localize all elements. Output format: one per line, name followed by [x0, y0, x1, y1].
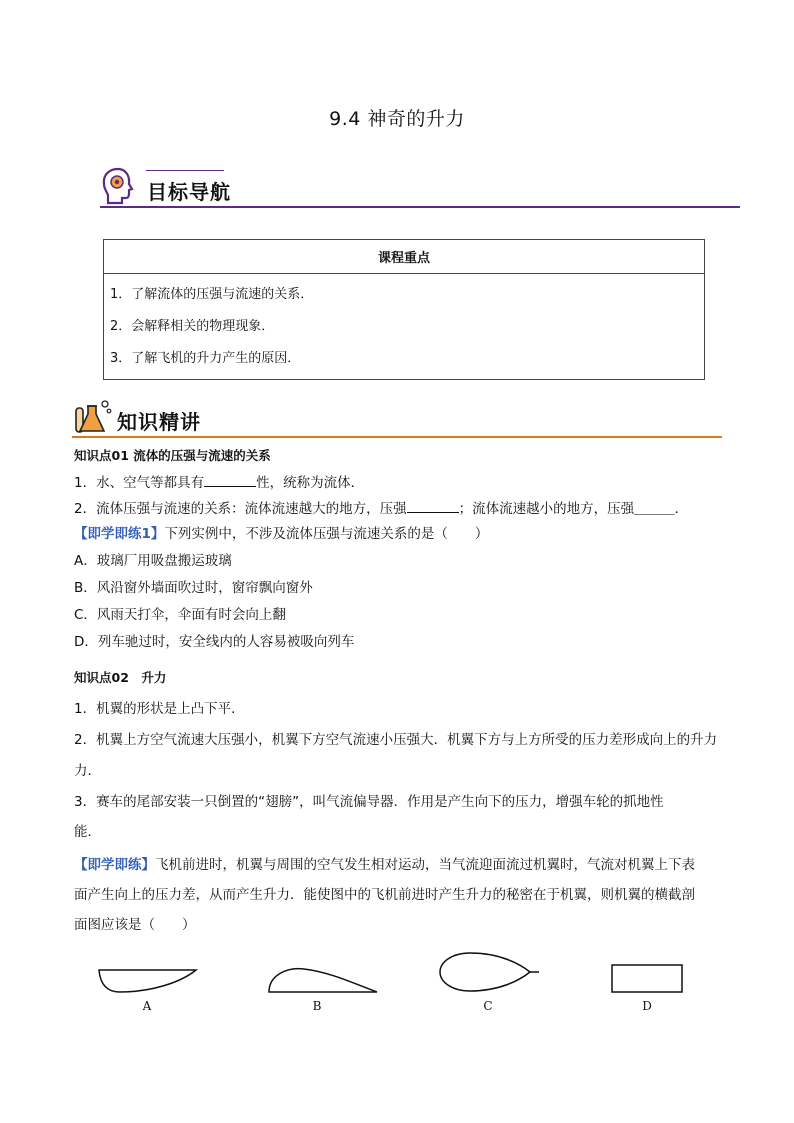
brain-head-icon [100, 166, 136, 206]
figure-label-d: D [642, 999, 652, 1013]
exercise-question: 下列实例中，不涉及流体压强与流速关系的是（ ） [164, 526, 489, 542]
wing-shape-d [612, 965, 682, 992]
figure-label-c: C [483, 999, 493, 1013]
kp1-line2-text-c: ＿＿＿． [634, 501, 689, 517]
flask-icon [72, 398, 112, 436]
kp2-point2: 2．机翼上方空气流速大压强小，机翼下方空气流速小压强大．机翼下方与上方所受的压力差形成向上的升力 [74, 732, 718, 748]
kp2-heading: 知识点02 升力 [74, 670, 167, 685]
goal-item: 2．会解释相关的物理现象． [110, 319, 275, 334]
kp1-heading: 知识点01 流体的压强与流速的关系 [74, 448, 271, 463]
kp2-point3: 3．赛车的尾部安装一只倒置的“翅膀”，叫气流偏导器．作用是产生向下的压力，增强车轮的抓地性 [74, 794, 664, 810]
goals-list [104, 274, 705, 380]
exercise-question-line2: 面产生向上的压力差，从而产生升力．能使图中的飞机前进时产生升力的秘密在于机翼，则机翼的横截剖 [74, 887, 695, 903]
wing-figures [90, 950, 700, 1000]
exercise-question-line3: 面图应该是（ ） [74, 917, 196, 933]
option-a: A．玻璃厂用吸盘搬运玻璃 [74, 553, 232, 569]
wing-shape-b [269, 969, 377, 992]
kp1-line2-text-b: ；流体流速越小的地方，压强 [458, 501, 635, 517]
section-header-rule [100, 206, 740, 208]
kp2-exercise [74, 856, 695, 874]
kp1-line2-text-a: 2．流体压强与流速的关系：流体流速越大的地方，压强 [74, 501, 407, 517]
goals-table-header: 课程重点 [104, 240, 705, 274]
kp1-line1-text-b: 性，统称为流体． [256, 475, 365, 491]
section-header-knowledge [72, 396, 722, 440]
goal-item: 3．了解飞机的升力产生的原因． [110, 351, 301, 366]
fill-blank [407, 498, 459, 513]
option-b: B．风沿窗外墙面吹过时，窗帘飘向窗外 [74, 580, 313, 596]
goals-table [103, 239, 705, 380]
section-header-rule-short [146, 170, 224, 171]
option-d: D．列车驰过时，安全线内的人容易被吸向列车 [74, 634, 355, 650]
wing-shape-a [99, 970, 196, 992]
kp1-line1-text-a: 1．水、空气等都具有 [74, 475, 205, 491]
kp1-exercise [74, 525, 488, 543]
fill-blank [204, 472, 256, 487]
section-header-label: 目标导航 [147, 180, 231, 204]
section-header-goals [100, 160, 740, 210]
figure-label-a: A [142, 999, 152, 1013]
kp2-point1: 1．机翼的形状是上凸下平． [74, 701, 245, 717]
wing-shape-c [440, 953, 530, 991]
page-title: 9.4 神奇的升力 [329, 108, 465, 130]
kp2-point2-cont: 力． [74, 763, 101, 779]
kp1-line2 [74, 498, 688, 518]
goal-item: 1．了解流体的压强与流速的关系． [110, 287, 314, 302]
figure-label-b: B [312, 999, 322, 1013]
section-header-rule [72, 436, 722, 438]
section-header-label: 知识精讲 [117, 410, 201, 434]
exercise-tag: 【即学即练】 [74, 857, 155, 873]
exercise-tag: 【即学即练1】 [74, 526, 165, 542]
exercise-question-line1: 飞机前进时，机翼与周围的空气发生相对运动，当气流迎面流过机翼时，气流对机翼上下表 [155, 857, 695, 873]
kp1-line1 [74, 472, 364, 492]
option-c: C．风雨天打伞，伞面有时会向上翻 [74, 607, 286, 623]
kp2-point3-cont: 能． [74, 824, 101, 840]
